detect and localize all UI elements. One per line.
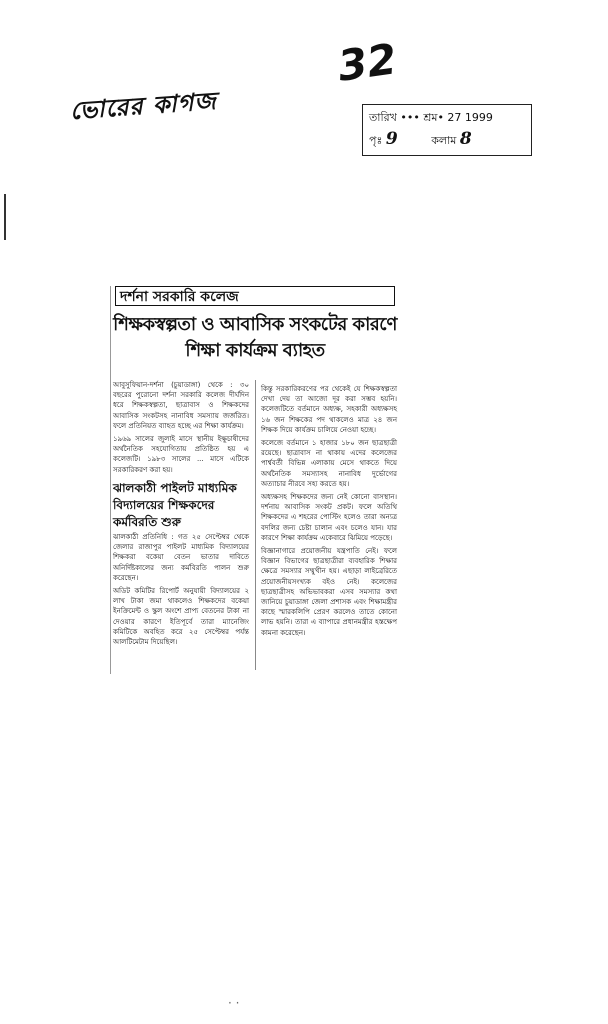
column-divider: [255, 380, 256, 670]
newspaper-masthead: ভোরের কাগজ: [69, 86, 218, 126]
article-left-column: [113, 380, 249, 478]
article-paragraph: অডিট কমিটির রিপোর্ট অনুযায়ী বিদ্যালয়ের ২ লাখ টাকা জমা থাকলেও শিক্ষকদের বকেয়া ইনক্রিমেন্ট ও স্কুল অংশে প্রাপ্য বেতনের টাকা না দেওয়ার কারণে ইতিপূর্বে তারা ম্যানেজিং কমিটিকে অবহিত করে ২৫ সেপ্টেম্বর পর্যন্ত আলটিমেটাম দিয়েছিল।: [113, 587, 249, 647]
article-paragraph: কলেজে বর্তমানে ১ হাজার ১৮০ জন ছাত্রছাত্রী রয়েছে। ছাত্রাবাস না থাকায় এদের কলেজের পার্শ্ববর্তী বিভিন্ন এলাকায় মেসে থাকতে দিয়ে অর্থনৈতিক সমস্যাসহ নানাবিধ দুর্ভোগের অত্যাচার নীরবে সহ্য করতে হয়।: [261, 439, 397, 488]
article-right-column: [261, 384, 397, 641]
stamp-date-value: ••• শ্রম• 27 1999: [400, 111, 493, 124]
sub-article-headline: ঝালকাঠী পাইলট মাধ্যমিক বিদ্যালয়ের শিক্ষকদের কর্মবিরতি শুরু: [113, 481, 237, 529]
article-paragraph: কিন্তু সরকারিকরণের পর থেকেই যে শিক্ষকস্বল্পতা দেখা দেয় তা আজো দূর করা সম্ভব হয়নি। কলেজটিতে বর্তমানে অধ্যক্ষ, সহকারী অধ্যক্ষসহ ১৬ জন শিক্ষকের পদ থাকলেও মাত্র ২৪ জন শিক্ষক দিয়ে কার্যক্রম চালিয়ে নেওয়া হচ্ছে।: [261, 385, 397, 434]
article-kicker: দর্শনা সরকারি কলেজ: [115, 286, 395, 306]
stamp-column-value: 8: [459, 129, 472, 149]
handwritten-page-mark: 32: [334, 34, 400, 91]
stamp-page-label: পৃঃ: [369, 134, 383, 147]
article-paragraph: বিজ্ঞানাগারে প্রয়োজনীয় যন্ত্রপাতি নেই। ফলে বিজ্ঞান বিভাগের ছাত্রছাত্রীরা ব্যবহারিক শিক্ষার ক্ষেত্রে সমস্যার সম্মুখীন হয়। এছাড়া লাইব্রেরিতে প্রয়োজনীয়সংখ্যক বইও নেই। কলেজের ছাত্রছাত্রীসহ অভিভাবকরা এসব সমস্যার কথা জানিয়ে চুয়াডাঙ্গা জেলা প্রশাসক এবং শিক্ষামন্ত্রীর কাছে স্মারকলিপি প্রেরণ করলেও তাতে কোনো লাভ হয়নি। তারা এ ব্যাপারে প্রধানমন্ত্রীর হস্তক্ষেপ কামনা করেছেন।: [261, 547, 397, 637]
article-paragraph: ঝালকাঠী প্রতিনিধি : গত ২৫ সেপ্টেম্বর থেকে জেলার রাজাপুর পাইলট মাধ্যমিক বিদ্যালয়ের শিক্ষকরা বকেয়া বেতন ভাতার দাবিতে অনির্দিষ্টকালের জন্য কর্মবিরতি পালন শুরু করেছেন।: [113, 533, 249, 582]
scan-noise: · ·: [228, 996, 240, 1010]
stamp-date-label: তারিখ: [369, 111, 397, 124]
article-headline: শিক্ষকস্বল্পতা ও আবাসিক সংকটের কারণে শিক্ষা কার্যক্রম ব্যাহত: [113, 314, 397, 361]
stamp-page-value: 9: [385, 129, 398, 149]
stamp-column-label: কলাম: [431, 134, 457, 147]
sub-article-column: [113, 532, 249, 650]
article-paragraph: ১৯৬৯ সালের জুলাই মাসে স্থানীয় ইক্ষুচাষীদের অর্থনৈতিক সহযোগিতায় প্রতিষ্ঠিত হয় এ কলেজটি। ১৯৮৩ সালের ... মাসে এটিকে সরকারিকরণ করা হয়।: [113, 435, 249, 474]
article-paragraph: অধ্যক্ষসহ শিক্ষকদের জন্য নেই কোনো বাসস্থান। দর্শনায় আবাসিক সংকট প্রকট। ফলে অতিথি শিক্ষকদের এ শহরের পোস্টিং হলেও তারা অন্যত্র বদলির জন্য চেষ্টা চালান এবং চলেও যান। যার কারণে শিক্ষা কার্যক্রম একেবারে ঝিমিয়ে পড়েছে।: [261, 493, 397, 542]
newspaper-clipping: [110, 286, 399, 674]
scan-edge-mark: [4, 194, 6, 240]
article-paragraph: আবুসুফিয়ান-দর্শনা (চুয়াডাঙ্গা) থেকে : ৩০ বছরের পুরোনো দর্শনা সরকারি কলেজ দীর্ঘদিন ধরে শিক্ষকস্বল্পতা, ছাত্রাবাস ও শিক্ষকদের আবাসিক সংকটসহ নানাবিধ সমস্যায় জর্জরিত। ফলে প্রতিনিয়ত ব্যাহত হচ্ছে এর শিক্ষা কার্যক্রম।: [113, 381, 249, 430]
date-stamp: [362, 104, 532, 156]
